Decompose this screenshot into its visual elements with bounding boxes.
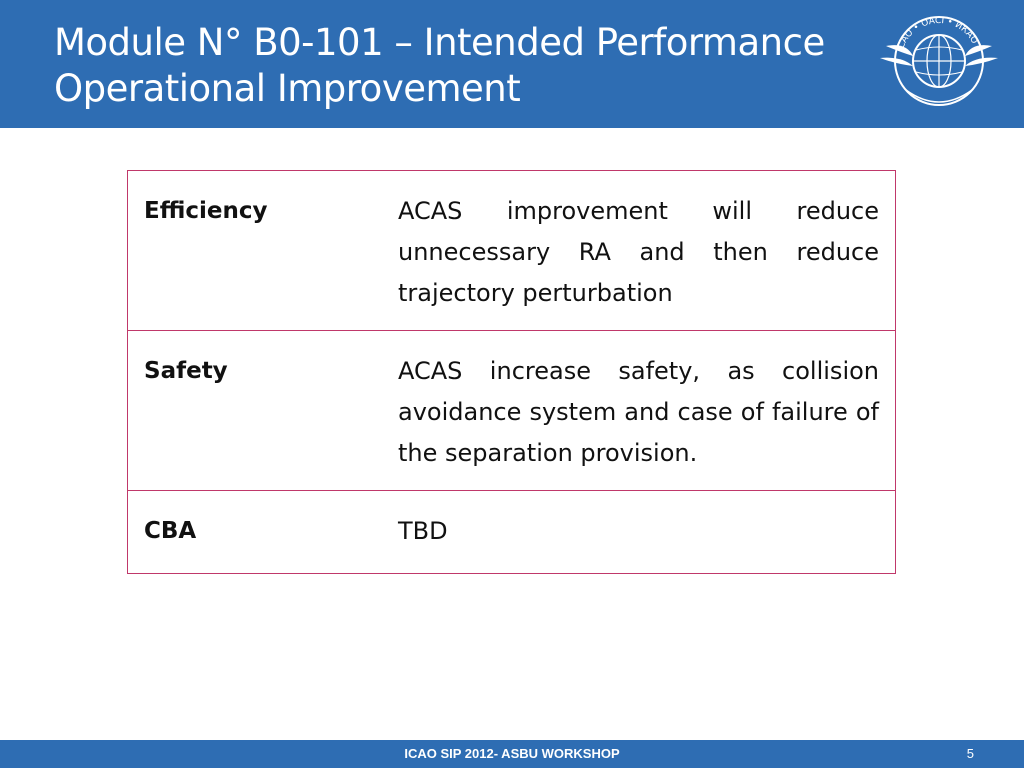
- icao-logo-icon: [876, 6, 1002, 124]
- table-row: [128, 171, 896, 331]
- row-label: Efficiency: [128, 171, 383, 331]
- logo-ring-text: ICAO • OACI • ИКАО: [895, 15, 980, 53]
- table-row: [128, 331, 896, 491]
- footer-text: ICAO SIP 2012- ASBU WORKSHOP: [404, 746, 620, 761]
- row-value: ACAS increase safety, as collision avoidance system and case of failure of the separation provision.: [382, 331, 896, 491]
- slide-title: [54, 20, 874, 112]
- page-number: 5: [966, 746, 974, 761]
- performance-table: [127, 170, 896, 574]
- title-line-1: Module N° B0-101 – Intended Performance: [54, 21, 825, 64]
- table-row: [128, 491, 896, 574]
- row-value: ACAS improvement will reduce unnecessary RA and then reduce trajectory perturbation: [382, 171, 896, 331]
- row-label: Safety: [128, 331, 383, 491]
- title-line-2: Operational Improvement: [54, 67, 521, 110]
- row-label: CBA: [128, 491, 383, 574]
- row-value: TBD: [382, 491, 896, 574]
- header-bar: [0, 0, 1024, 128]
- footer-bar: [0, 740, 1024, 768]
